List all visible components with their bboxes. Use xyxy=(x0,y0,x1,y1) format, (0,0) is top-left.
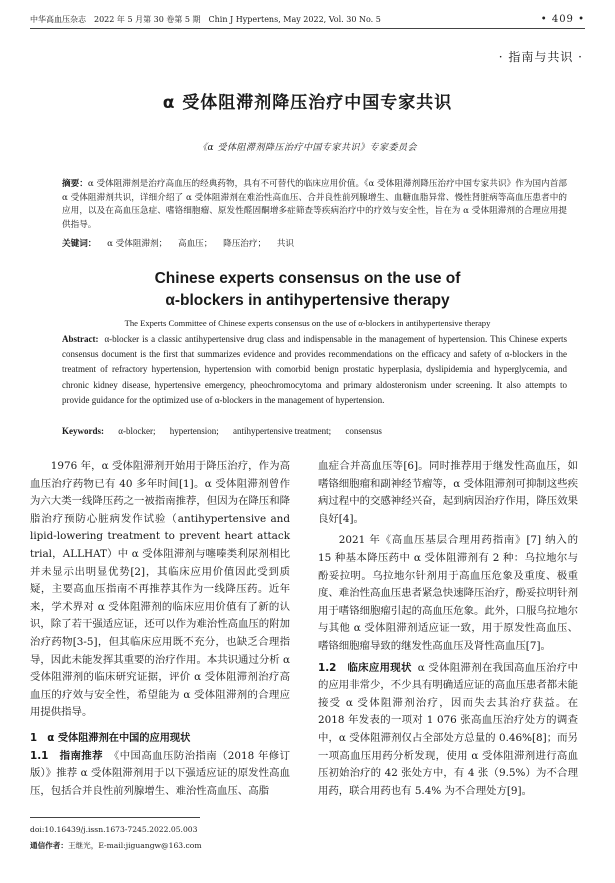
paragraph-2021-guideline: 2021 年《高血压基层合理用药指南》[7] 纳入的 15 种基本降压药中 α 受体阻滞剂有 2 种：乌拉地尔与酚妥拉明。乌拉地尔针剂用于高血压危象及重度、极重度、难治性高血压患者紧急快速降压治疗，酚妥拉明针剂用于嗜铬细胞瘤引起的高血压危象。此外，口服乌拉地尔与其他 α 受体阻滞剂适应证一致，用于原发性高血压、嗜铬细胞瘤导致的继发性高血压及肾性高血压[7]。 xyxy=(318,534,578,652)
subsection-1-2-text: α 受体阻滞剂在我国高血压治疗中的应用非常少，不少具有明确适应证的高血压患者都未能接受 α 受体阻滞剂治疗，因而失去其治疗获益。在 2018 年发表的一项对 1 076 张高血压治疗处方的调查中，α 受体阻滞剂仅占全部处方总量的 0.46%[8]；而另一项高血压用药分析发现，使用 α 受体阻滞剂进行高血压初始治疗的 42 张处方中，有 4 张（9.5%）为不合理用药，联合用药也有 5.4% 为不合理处方[9]。 xyxy=(318,661,578,797)
body-column-left xyxy=(30,458,290,800)
article-title-en xyxy=(0,268,615,312)
keyword-en: hypertension; xyxy=(169,426,219,436)
subsection-1-1 xyxy=(30,748,290,801)
doi-line: doi:10.16439/j.issn.1673-7245.2022.05.003 xyxy=(30,825,198,834)
section-heading-1: 1 α 受体阻滞剂在中国的应用现状 xyxy=(30,732,191,744)
running-header xyxy=(30,10,585,29)
abstract-en-label: Abstract: xyxy=(62,334,99,344)
continued-paragraph: 血症合并高血压等[6]。同时推荐用于继发性高血压，如嗜铬细胞瘤和副神经节瘤等，α 受体阻滞剂可抑制这些疾病过程中的交感神经兴奋，起到病因治疗作用，降压效果良好[4]。 xyxy=(318,460,578,525)
keywords-cn-label: 关键词： xyxy=(62,239,97,249)
keywords-cn xyxy=(62,237,294,249)
abstract-cn xyxy=(62,178,567,232)
subsection-1-2-heading: 1.2 临床应用现状 xyxy=(318,661,412,674)
footnote-divider xyxy=(30,817,200,818)
author-cn: 《α 受体阻滞剂降压治疗中国专家共识》专家委员会 xyxy=(198,143,417,153)
abstract-en xyxy=(62,332,567,408)
author-en: The Experts Committee of Chinese experts consensus on the use of α-blockers in antihypertensive therapy xyxy=(124,318,491,328)
article-title-cn: α 受体阻滞剂降压治疗中国专家共识 xyxy=(162,93,453,113)
title-en-line-1: Chinese experts consensus on the use of xyxy=(154,270,461,287)
keyword-en: consensus xyxy=(345,426,382,436)
abstract-cn-label: 摘要： xyxy=(62,179,88,189)
keyword-en: α-blocker; xyxy=(118,426,156,436)
corresponding-author-text: 王继光，E-mail:jiguangw@163.com xyxy=(67,841,202,850)
keyword-en: antihypertensive treatment; xyxy=(232,426,332,436)
keywords-en xyxy=(62,426,382,436)
issue-info-cn: 2022 年 5 月第 30 卷第 5 期 xyxy=(94,14,201,24)
journal-name-cn: 中华高血压杂志 xyxy=(30,14,86,24)
intro-paragraph: 1976 年，α 受体阻滞剂开始用于降压治疗，作为高血压治疗药物已有 40 多年时间[1]。α 受体阻滞剂曾作为六大类一线降压药之一被指南推荐，但因为在降压和降脂治疗预防心脏病发作试验（antihypertensive and lipid-lowering treatment to prevent heart attack trial，ALLHAT）中 α 受体阻滞剂与噻嗪类利尿剂相比并未显示出明显优势[2]，其临床应用价值因此受到质疑，主要高血压指南不再推荐其作为一线降压药。近年来，学术界对 α 受体阻滞剂的临床应用价值有了新的认识，除了若干强适应证，还可以作为难治性高血压的附加治疗药物[3-5]，但其临床应用既不充分，也缺乏合理指导，因此未能发挥其重要的治疗作用。本共识通过分析 α 受体阻滞剂的临床研究证据，评价 α 受体阻滞剂治疗高血压的疗效与安全性，希望能为 α 受体阻滞剂的合理应用提供指导。 xyxy=(30,460,290,719)
corresponding-author xyxy=(30,840,202,851)
keyword-cn: 降压治疗； xyxy=(223,239,267,249)
body-column-right xyxy=(318,458,578,800)
page-number: • 409 • xyxy=(540,13,585,25)
keyword-cn: 共识 xyxy=(276,239,295,249)
subsection-1-2 xyxy=(318,660,578,801)
subsection-1-1-text: 《中国高血压防治指南（2018 年修订版）》推荐 α 受体阻滞剂用于以下强适应证的原发性高血压，包括合并良性前列腺增生、难治性高血压、高脂 xyxy=(30,749,290,797)
section-tag: · 指南与共识 · xyxy=(498,50,583,64)
keyword-cn: 高血压； xyxy=(177,239,213,249)
journal-info-en: Chin J Hypertens, May 2022, Vol. 30 No. 5 xyxy=(208,14,381,24)
subsection-1-1-heading: 1.1 指南推荐 xyxy=(30,749,103,762)
keyword-cn: α 受体阻滞剂； xyxy=(107,239,168,249)
abstract-en-text: α-blocker is a classic antihypertensive drug class and indispensable in the management of hypertension. This Chinese experts consensus document is the first that summarizes evidence and provides recommendations on the efficacy and safety of α-blockers in the treatment of refractory hypertension, hypertension with comorbid benign prostatic hyperplasia, dyslipidemia and hyperglycemia, and chronic kidney disease, hypertensive emergency, pheochromocytoma and primary aldosteronism under screening. It also attempts to provide guidance for the optimized use of α-blockers in the management of hypertension. xyxy=(62,334,568,405)
title-en-line-2: α-blockers in antihypertensive therapy xyxy=(165,292,450,309)
abstract-cn-text: α 受体阻滞剂是治疗高血压的经典药物，具有不可替代的临床应用价值。《α 受体阻滞剂降压治疗中国专家共识》作为国内首部 α 受体阻滞剂共识，详细介绍了 α 受体阻滞剂在难治性高血压、合并良性前列腺增生、血糖血脂异常、慢性肾脏病等高血压患者中的应用，以及在高血压急症、嗜铬细胞瘤、原发性醛固酮增多症筛查等疾病治疗中的疗效与安全性，旨在为 α 受体阻滞剂的合理应用提供指导。 xyxy=(62,179,567,230)
keywords-en-label: Keywords: xyxy=(62,426,104,436)
corresponding-author-label: 通信作者： xyxy=(30,841,68,850)
